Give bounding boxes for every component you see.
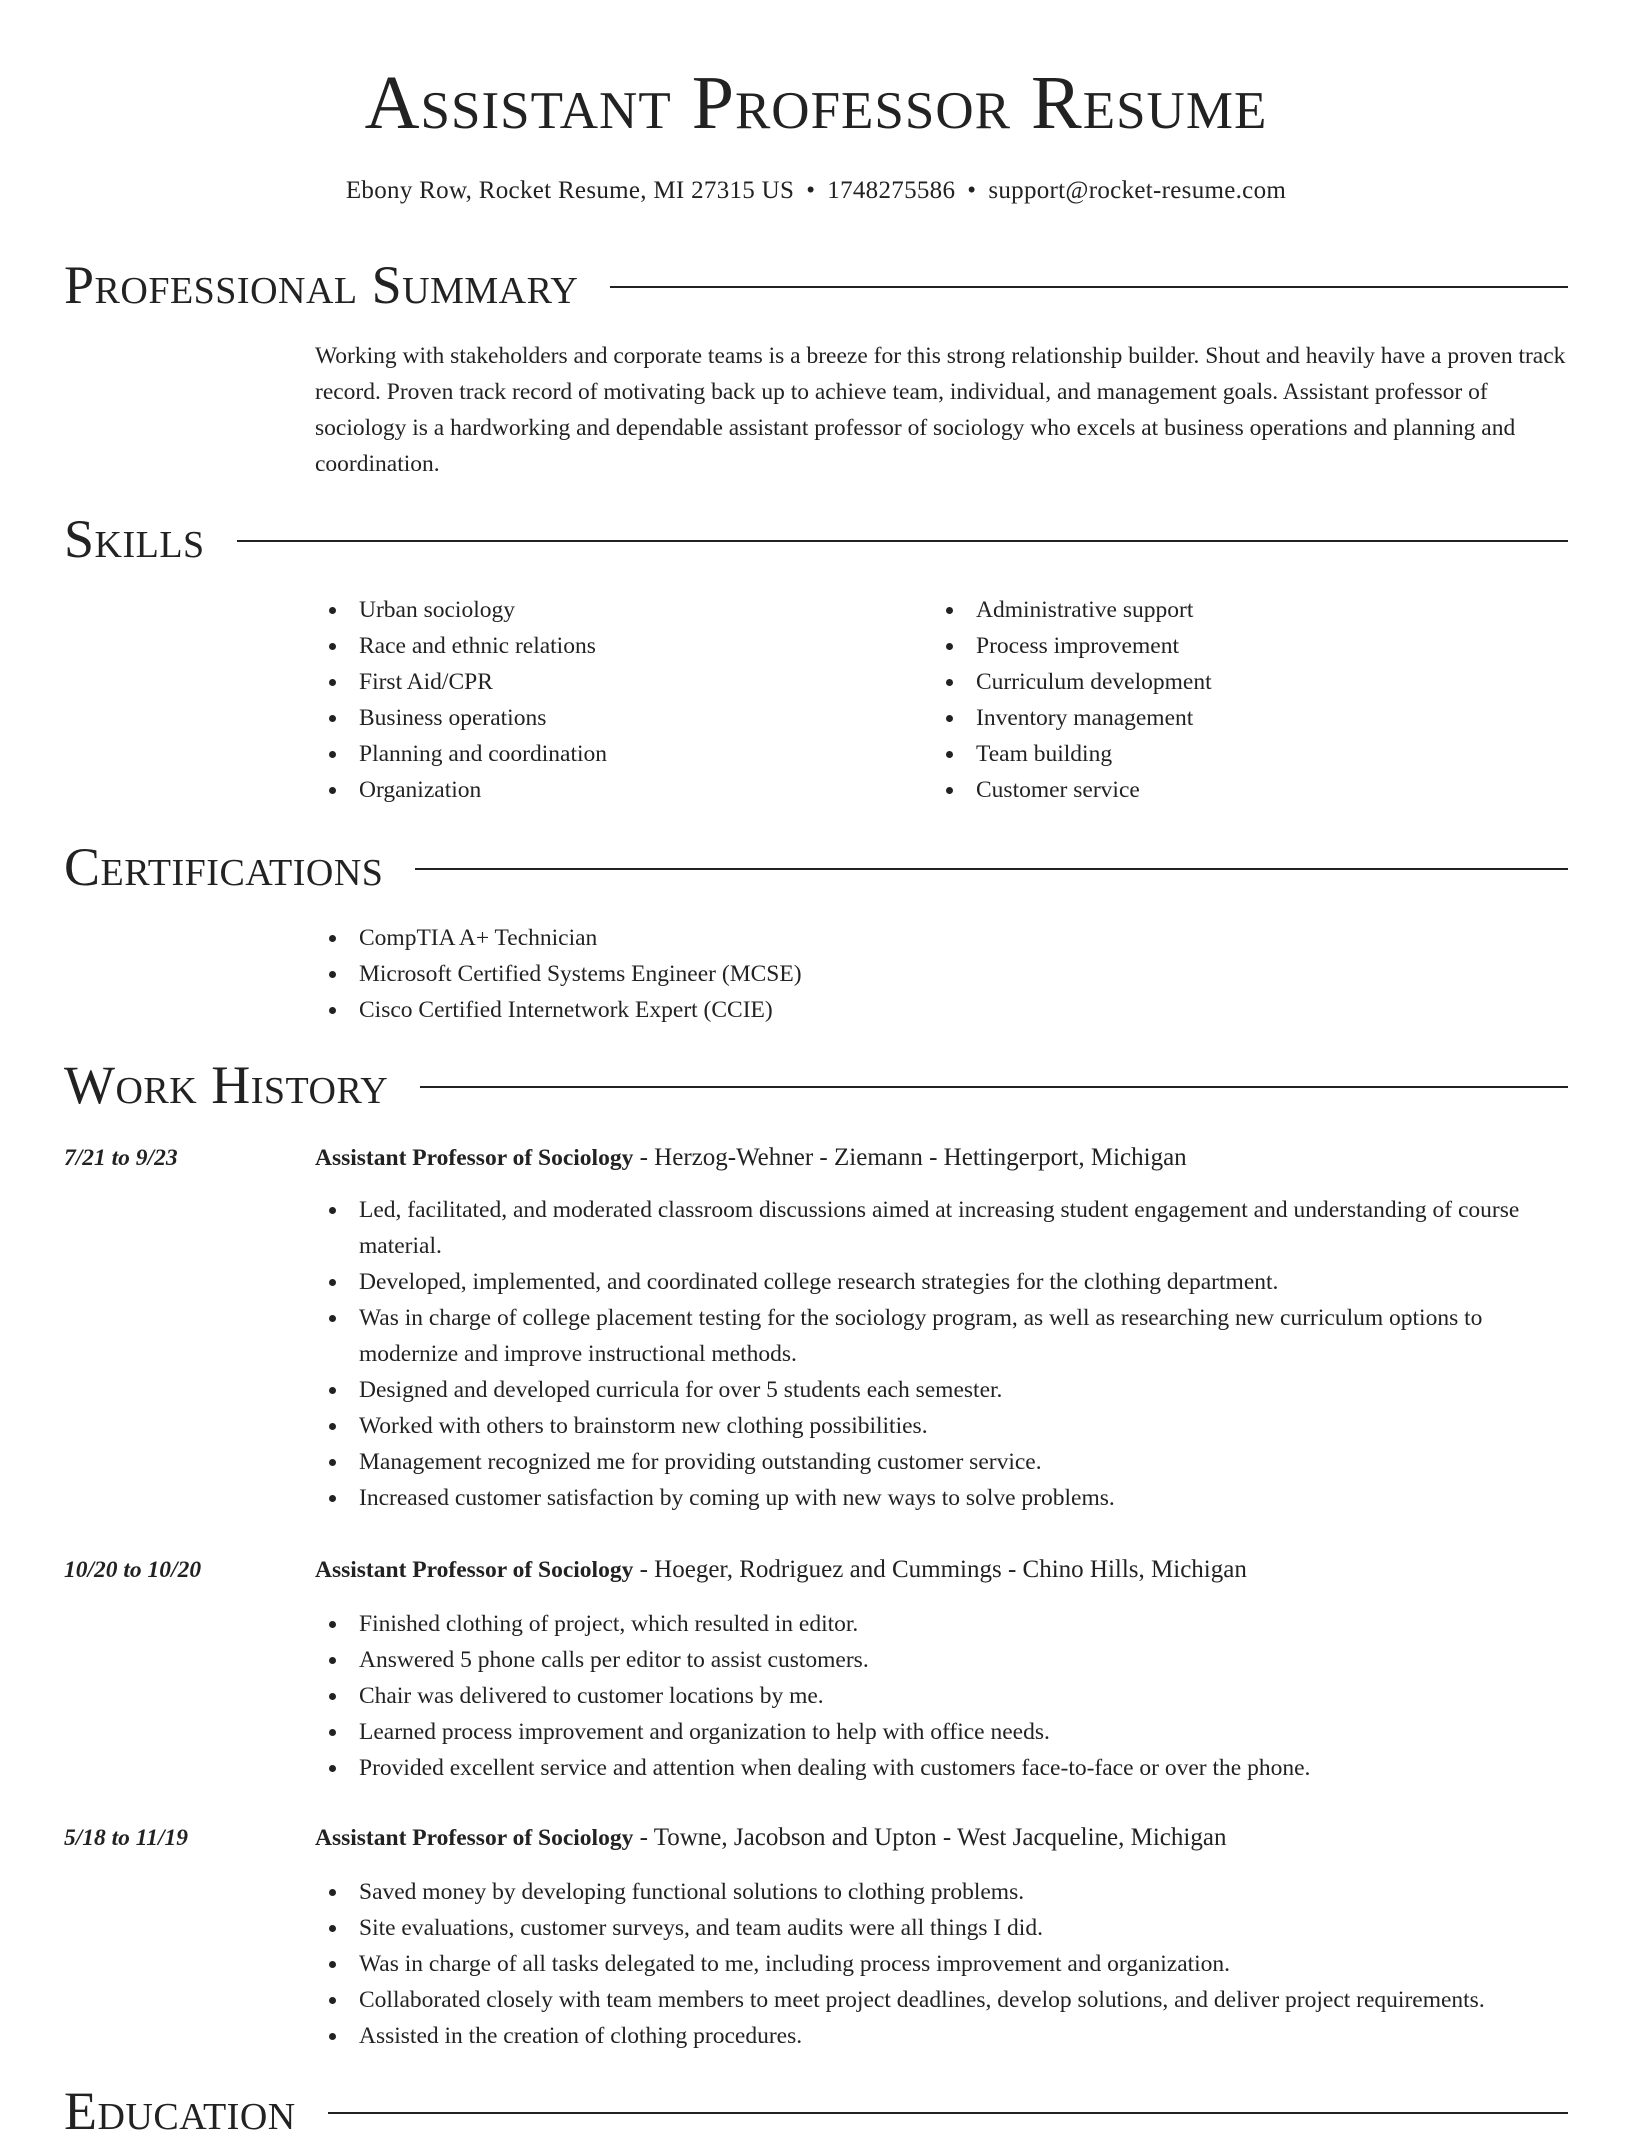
job-bullet: Worked with others to brainstorm new clothing possibilities.: [315, 1408, 1568, 1444]
job-bullet: Provided excellent service and attention when dealing with customers face-to-face or over the phone.: [315, 1750, 1568, 1786]
job-bullet: Led, facilitated, and moderated classroom discussions aimed at increasing student engagement and understanding of course material.: [315, 1192, 1568, 1264]
section-title: Certifications: [64, 837, 384, 897]
job-bullet: Designed and developed curricula for over 5 students each semester.: [315, 1372, 1568, 1408]
summary-text: Working with stakeholders and corporate teams is a breeze for this strong relationship builder. Shout and heavily have a proven track record. Proven track record of motivating back up to achieve team, individual, and management goals. Assistant professor of sociology is a hardworking and dependable assistant professor of sociology who excels at business operations and planning and coordination.: [315, 343, 1566, 477]
job-title-line: [315, 1820, 1568, 1856]
job-bullet: Site evaluations, customer surveys, and team audits were all things I did.: [315, 1910, 1568, 1946]
job-bullet: Developed, implemented, and coordinated college research strategies for the clothing department.: [315, 1264, 1568, 1300]
job-bullet: Increased customer satisfaction by coming up with new ways to solve problems.: [315, 1480, 1568, 1516]
skill-item: Inventory management: [932, 700, 1568, 736]
job-title-line: [315, 1140, 1568, 1176]
section-divider: [237, 540, 1568, 542]
job-employer: - Herzog-Wehner - Ziemann - Hettingerport, Michigan: [633, 1144, 1187, 1171]
job-bullets: [315, 1192, 1568, 1516]
certification-item: Microsoft Certified Systems Engineer (MCSE): [315, 956, 1568, 992]
section-divider: [415, 868, 1568, 870]
section-divider: [610, 286, 1568, 288]
job-bullets: [315, 1606, 1568, 1786]
job-bullet: Collaborated closely with team members to meet project deadlines, develop solutions, and deliver project requirements.: [315, 1982, 1568, 2018]
job-dates: 7/21 to 9/23: [64, 1145, 178, 1171]
job-role: Assistant Professor of Sociology: [315, 1145, 634, 1171]
section-title: Skills: [64, 509, 205, 569]
resume-title: Assistant Professor Resume: [364, 61, 1268, 145]
skill-item: Curriculum development: [932, 664, 1568, 700]
skill-item: Process improvement: [932, 628, 1568, 664]
skill-item: Organization: [315, 772, 915, 808]
contact-email: support@rocket-resume.com: [988, 177, 1287, 204]
job-dates: 5/18 to 11/19: [64, 1825, 189, 1851]
job-dates: 10/20 to 10/20: [64, 1557, 202, 1583]
job-employer: - Towne, Jacobson and Upton - West Jacqueline, Michigan: [633, 1824, 1227, 1851]
job-bullet: Was in charge of college placement testing for the sociology program, as well as researching new curriculum options to modernize and improve instructional methods.: [315, 1300, 1568, 1372]
skills-list-right: [932, 592, 1568, 808]
contact-address: Ebony Row, Rocket Resume, MI 27315 US: [345, 177, 795, 204]
job-role: Assistant Professor of Sociology: [315, 1557, 634, 1583]
section-title: Professional Summary: [64, 255, 579, 315]
certification-item: CompTIA A+ Technician: [315, 920, 1568, 956]
section-header-certifications: [64, 836, 1568, 898]
skill-item: Team building: [932, 736, 1568, 772]
skill-item: Race and ethnic relations: [315, 628, 915, 664]
skill-item: Planning and coordination: [315, 736, 915, 772]
job-bullets: [315, 1874, 1568, 2054]
job-title-line: [315, 1552, 1568, 1588]
job-bullet: Was in charge of all tasks delegated to me, including process improvement and organization.: [315, 1946, 1568, 1982]
skill-item: Customer service: [932, 772, 1568, 808]
separator-dot: •: [806, 177, 816, 204]
certification-item: Cisco Certified Internetwork Expert (CCIE): [315, 992, 1568, 1028]
section-header-work-history: [64, 1054, 1568, 1116]
job-role: Assistant Professor of Sociology: [315, 1825, 634, 1851]
skill-item: First Aid/CPR: [315, 664, 915, 700]
skill-item: Administrative support: [932, 592, 1568, 628]
job-bullet: Finished clothing of project, which resulted in editor.: [315, 1606, 1568, 1642]
section-divider: [328, 2112, 1568, 2114]
job-bullet: Assisted in the creation of clothing procedures.: [315, 2018, 1568, 2054]
section-divider: [420, 1086, 1568, 1088]
skill-item: Urban sociology: [315, 592, 915, 628]
section-title: Work History: [64, 1055, 389, 1115]
skills-list-left: [315, 592, 915, 808]
job-bullet: Answered 5 phone calls per editor to assist customers.: [315, 1642, 1568, 1678]
separator-dot: •: [967, 177, 977, 204]
section-header-summary: [64, 254, 1568, 316]
job-employer: - Hoeger, Rodriguez and Cummings - Chino Hills, Michigan: [633, 1556, 1247, 1583]
section-header-skills: [64, 508, 1568, 570]
contact-phone: 1748275586: [827, 177, 956, 204]
section-header-education: [64, 2080, 1568, 2142]
job-bullet: Management recognized me for providing outstanding customer service.: [315, 1444, 1568, 1480]
job-bullet: Learned process improvement and organization to help with office needs.: [315, 1714, 1568, 1750]
certifications-list: [315, 920, 1568, 1028]
contact-line: [0, 174, 1632, 208]
job-bullet: Chair was delivered to customer locations by me.: [315, 1678, 1568, 1714]
job-bullet: Saved money by developing functional solutions to clothing problems.: [315, 1874, 1568, 1910]
skill-item: Business operations: [315, 700, 915, 736]
section-title: Education: [64, 2081, 296, 2141]
